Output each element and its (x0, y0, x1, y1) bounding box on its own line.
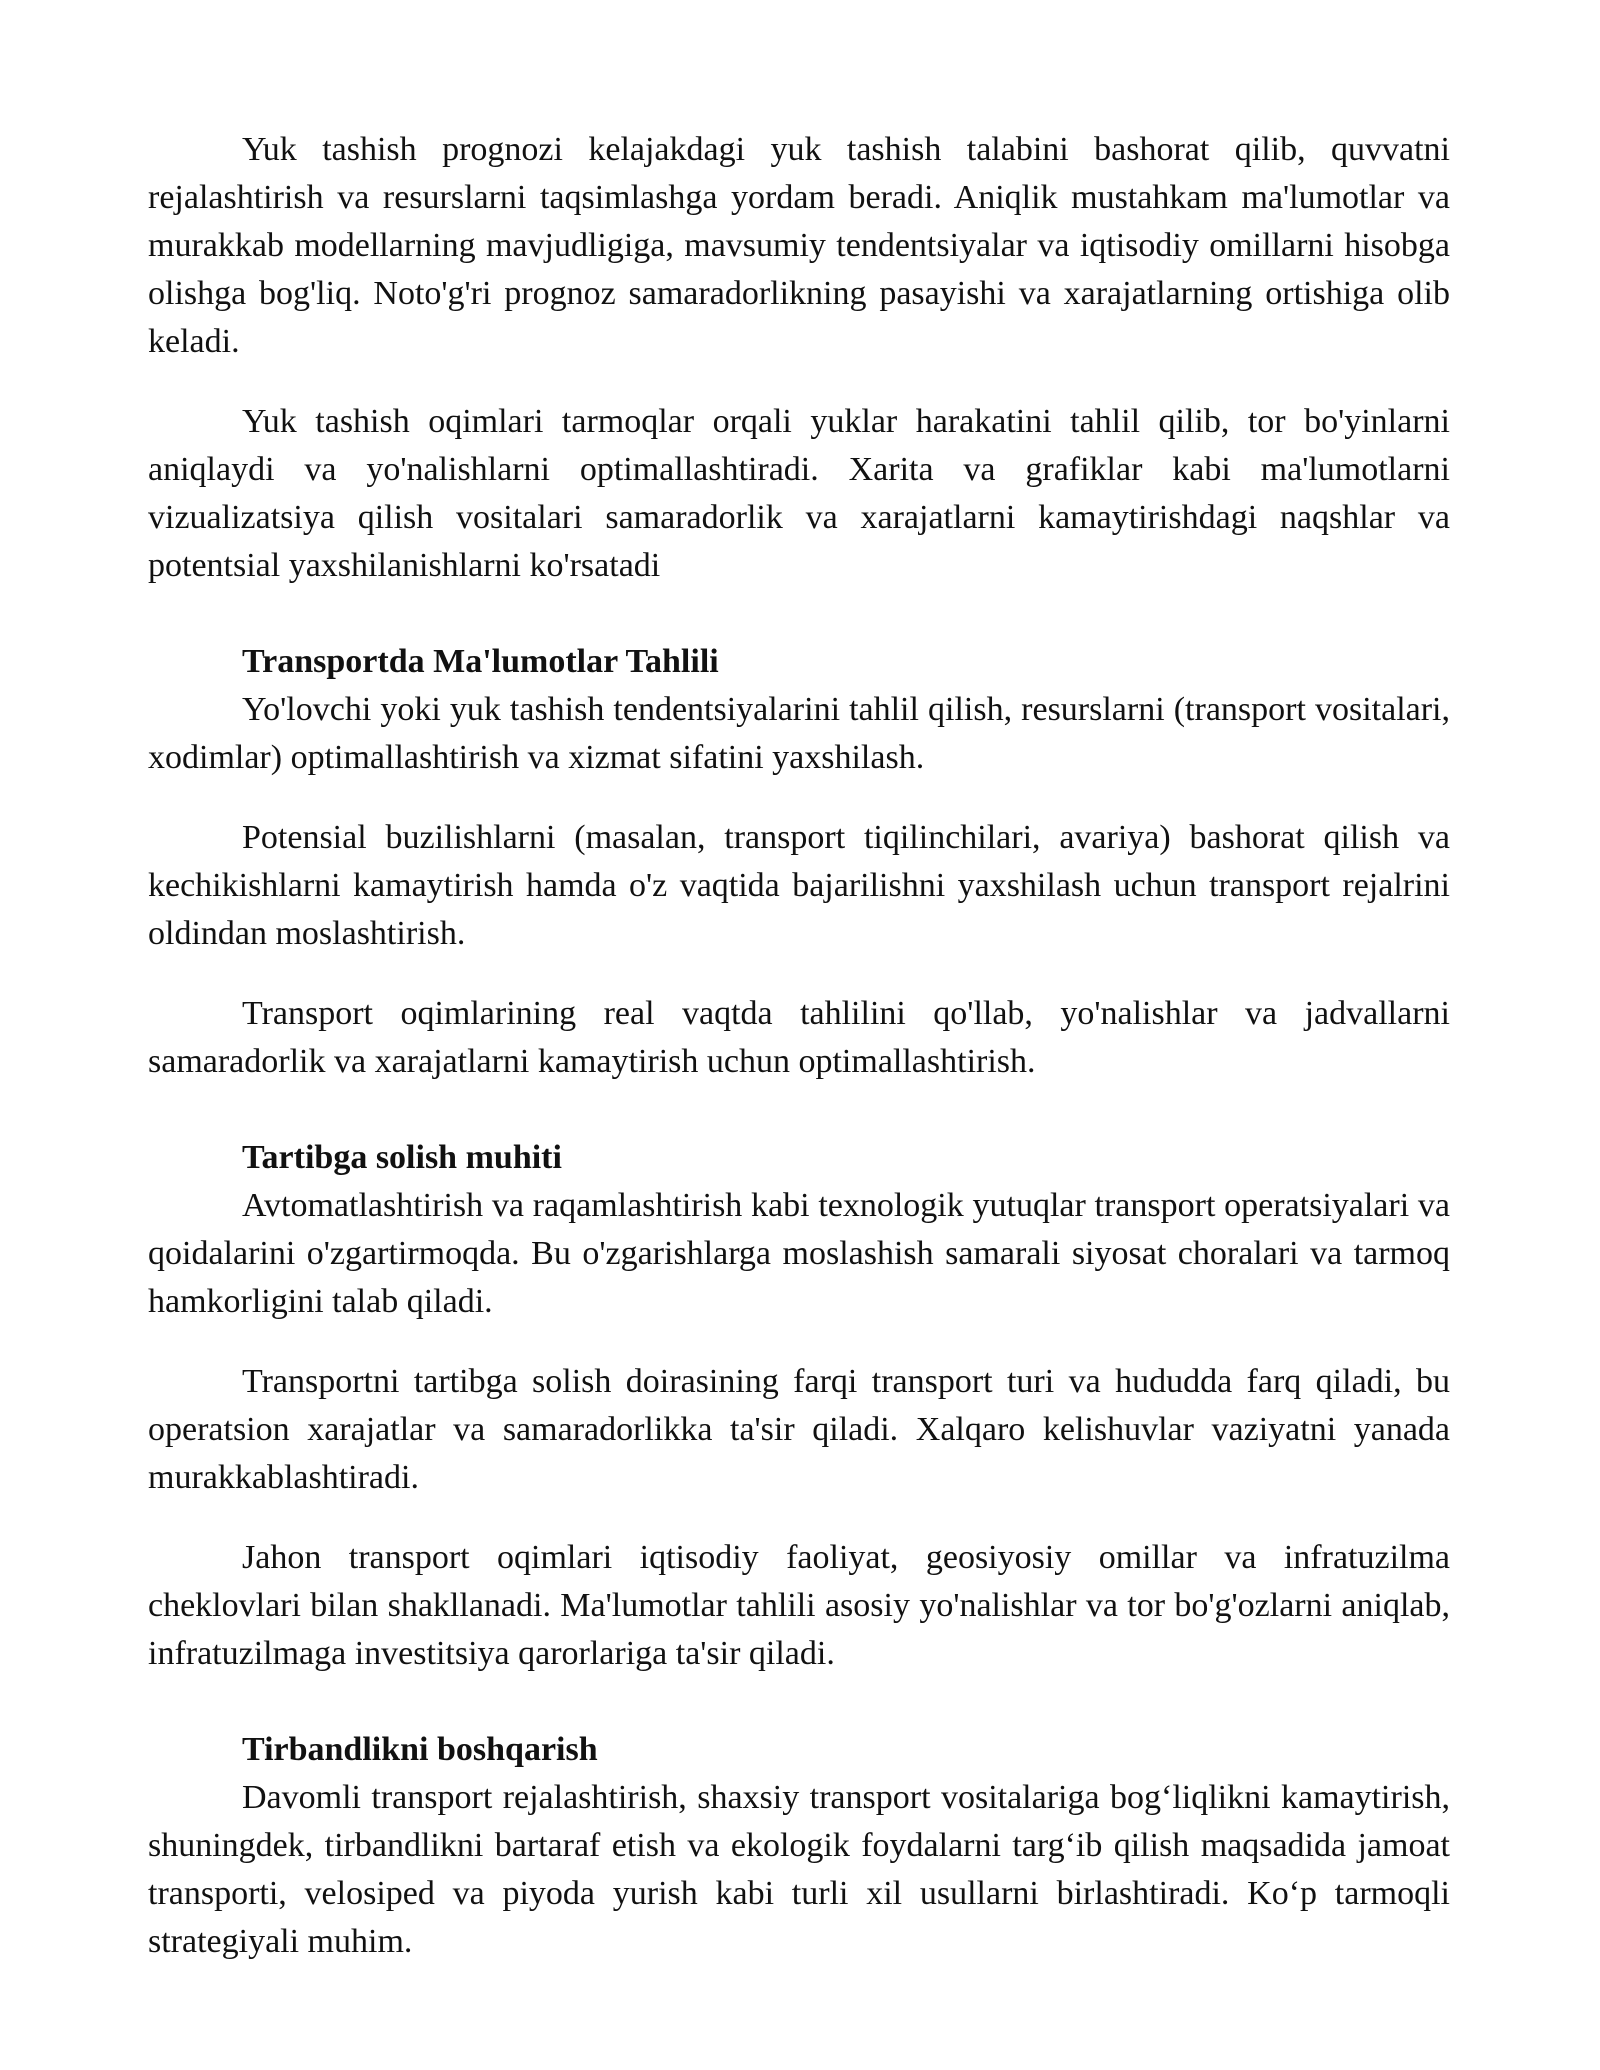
section-paragraph: Transport oqimlarining real vaqtda tahlilini qo'llab, yo'nalishlar va jadvallarni samaradorlik va xarajatlarni kamaytirish uchun optimallashtirish. (148, 995, 1450, 1080)
section-paragraph: Transportni tartibga solish doirasining farqi transport turi va hududda farq qiladi, bu operatsion xarajatlar va samaradorlikka ta'sir qiladi. Xalqaro kelishuvlar vaziyatni yanada murakkablashtiradi. (148, 1363, 1450, 1496)
section-title: Tartibga solish muhiti (242, 1139, 562, 1176)
section-data-analysis (148, 638, 1450, 1086)
section-congestion-management (148, 1726, 1450, 1966)
section-paragraph: Yo'lovchi yoki yuk tashish tendentsiyalarini tahlil qilish, resurslarni (transport vositalari, xodimlar) optimallashtirish va xizmat sifatini yaxshilash. (148, 691, 1450, 776)
section-title: Transportda Ma'lumotlar Tahlili (242, 643, 719, 680)
section-paragraph: Jahon transport oqimlari iqtisodiy faoliyat, geosiyosiy omillar va infratuzilma cheklovlari bilan shakllanadi. Ma'lumotlar tahlili asosiy yo'nalishlar va tor bo'g'ozlarni aniqlab, infratuzilmaga investitsiya qarorlariga ta'sir qiladi. (148, 1539, 1450, 1672)
intro-paragraph-2: Yuk tashish oqimlari tarmoqlar orqali yuklar harakatini tahlil qilib, tor bo'yinlarni aniqlaydi va yo'nalishlarni optimallashtiradi. Xarita va grafiklar kabi ma'lumotlarni vizualizatsiya qilish vositalari samaradorlik va xarajatlarni kamaytirishdagi naqshlar va potentsial yaxshilanishlarni ko'rsatadi (148, 403, 1450, 584)
section-regulatory-environment (148, 1134, 1450, 1678)
intro-paragraph-1: Yuk tashish prognozi kelajakdagi yuk tashish talabini bashorat qilib, quvvatni rejalashtirish va resurslarni taqsimlashga yordam beradi. Aniqlik mustahkam ma'lumotlar va murakkab modellarning mavjudligiga, mavsumiy tendentsiyalar va iqtisodiy omillarni hisobga olishga bog'liq. Noto'g'ri prognoz samaradorlikning pasayishi va xarajatlarning ortishiga olib keladi. (148, 131, 1450, 360)
section-paragraph: Avtomatlashtirish va raqamlashtirish kabi texnologik yutuqlar transport operatsiyalari va qoidalarini o'zgartirmoqda. Bu o'zgarishlarga moslashish samarali siyosat choralari va tarmoq hamkorligini talab qiladi. (148, 1187, 1450, 1320)
document-page (148, 126, 1450, 1998)
section-title: Tirbandlikni boshqarish (242, 1731, 598, 1768)
section-paragraph: Davomli transport rejalashtirish, shaxsiy transport vositalariga bog‘liqlikni kamaytirish, shuningdek, tirbandlikni bartaraf etish va ekologik foydalarni targ‘ib qilish maqsadida jamoat transporti, velosiped va piyoda yurish kabi turli xil usullarni birlashtiradi. Ko‘p tarmoqli strategiyali muhim. (148, 1779, 1450, 1960)
section-paragraph: Potensial buzilishlarni (masalan, transport tiqilinchilari, avariya) bashorat qilish va kechikishlarni kamaytirish hamda o'z vaqtida bajarilishni yaxshilash uchun transport rejalrini oldindan moslashtirish. (148, 819, 1450, 952)
